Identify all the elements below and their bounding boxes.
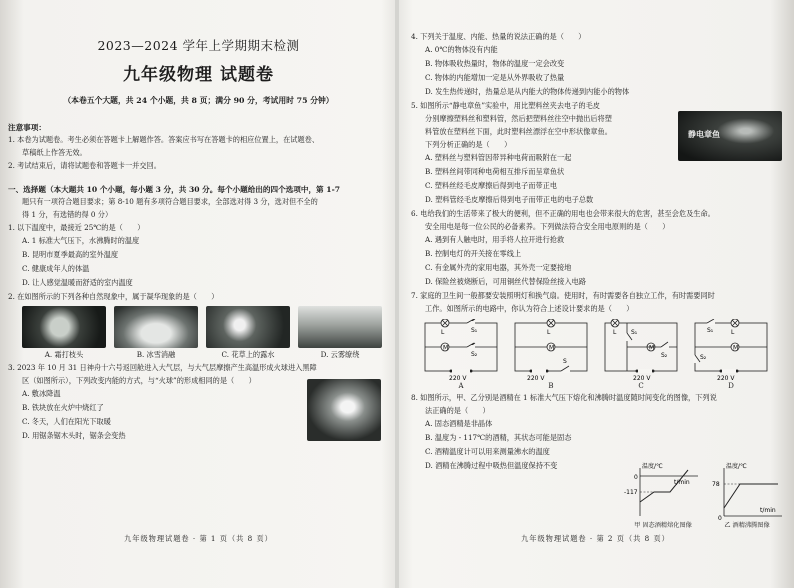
section-1-desc-3: 得 1 分，有选错的得 0 分） — [22, 210, 113, 219]
q8-option-a: A. 固态酒精是非晶体 — [425, 419, 493, 428]
circuit-b-lamp-label: L — [547, 329, 551, 336]
page-2-footer: 九年级物理试题卷 · 第 2 页（共 8 页） — [521, 534, 670, 543]
circuit-a-voltage: 220 V — [449, 375, 467, 381]
q2-caption-d: D. 云雾缭绕 — [320, 350, 360, 359]
q1-option-d: D. 让人感觉温暖而舒适的室内温度 — [22, 278, 133, 287]
boiling-graph-caption: 乙 酒精沸腾图像 — [724, 522, 770, 529]
question-5-block — [411, 99, 784, 207]
circuit-c-s1: S₁ — [631, 329, 638, 336]
notice-1: 1. 本卷为试题卷。考生必须在答题卡上解题作答。答案应书写在答题卡的相应位置上，在试题卷、 — [8, 135, 320, 144]
circuit-a-label: A — [458, 382, 464, 390]
q3-option-a: A. 敷冰降温 — [22, 389, 61, 398]
q5-option-b: B. 塑料丝间带同种电荷相互排斥而呈章鱼状 — [425, 167, 565, 176]
q1-option-a: A. 1 标准大气压下，水沸腾时的温度 — [22, 236, 140, 245]
circuit-d-voltage: 220 V — [717, 375, 735, 381]
section-1-heading: 一、选择题（本大题共 10 个小题，每小题 3 分，共 30 分。每个小题给出的四个选项中，第 1-7 — [8, 185, 341, 194]
page-2 — [397, 0, 794, 588]
q5-option-d: D. 塑料管经毛皮摩擦后得到电子而带正电的电子总数 — [425, 195, 594, 204]
circuit-c-lamp-label: L — [613, 329, 617, 336]
melting-graph-xlabel: t/min — [674, 479, 690, 486]
q2-photos — [22, 306, 389, 348]
question-6: 6. 电给我们的生活带来了极大的便利，但不正确的用电也会带来很大的危害，甚至会危及生命。 — [411, 209, 715, 218]
question-3: 3. 2023 年 10 月 31 日神舟十六号返回舱进入大气层，与大气层摩擦产生高温形成火球进入黑障 — [8, 363, 317, 372]
page-1-footer: 九年级物理试题卷 · 第 1 页（共 8 页） — [124, 534, 273, 543]
cloud-photo — [298, 306, 382, 348]
circuit-b-diagram — [511, 319, 591, 381]
boiling-graph-ylabel: 温度/℃ — [726, 463, 747, 470]
circuit-c-diagram — [601, 319, 681, 381]
circuit-d-lamp-label: L — [731, 329, 735, 336]
circuit-c-label: C — [638, 382, 644, 390]
circuit-d — [691, 319, 771, 391]
question-3-cont: 区（如图所示），下列改变内能的方式，与“火球”的形成相同的是（ ） — [22, 376, 256, 385]
question-1: 1. 以下温度中，最接近 25℃的是（ ） — [8, 223, 145, 232]
circuit-c — [601, 319, 681, 391]
q3-option-b: B. 铁块放在火炉中烧红了 — [22, 403, 104, 412]
melting-graph-caption: 甲 固态酒精熔化图像 — [634, 522, 692, 529]
q4-option-a: A. 0℃的物体没有内能 — [425, 45, 498, 54]
question-8: 8. 如图所示，甲、乙分别是酒精在 1 标准大气压下熔化和沸腾时温度随时间变化的图像，下列说 — [411, 393, 717, 402]
question-5: 5. 如图所示“静电章鱼”实验中，用比塑料丝夹去电子的毛皮 — [411, 101, 600, 110]
q2-caption-c: C. 花草上的露水 — [221, 350, 275, 359]
circuit-d-s2: S₂ — [700, 354, 707, 361]
boiling-graph-tick: 78 — [712, 481, 720, 488]
question-5-line-2: 分别摩擦塑料丝和塑料管，然后把塑料丝往空中抛出后将塑 — [425, 114, 612, 123]
notice-1-cont: 草稿纸上作答无效。 — [22, 148, 87, 157]
q2-captions — [22, 348, 389, 361]
melting-graph-plot — [624, 462, 702, 520]
question-6-cont: 安全用电是每一位公民的必备素养。下列做法符合安全用电原则的是（ ） — [425, 222, 670, 231]
q7-circuit-diagrams — [421, 319, 771, 391]
melting-snow-photo — [114, 306, 198, 348]
notice-2: 2. 考试结束后，请将试题卷和答题卡一并交回。 — [8, 161, 161, 170]
circuit-c-voltage: 220 V — [633, 375, 651, 381]
circuit-d-label: D — [728, 382, 734, 390]
static-octopus-photo-text: 静电章鱼 — [688, 130, 720, 139]
circuit-a-motor: M — [443, 344, 449, 352]
circuit-a-lamp-label: L — [441, 329, 445, 336]
q3-option-d: D. 用锯条锯木头时，锯条会变热 — [22, 431, 126, 440]
circuit-d-diagram — [691, 319, 771, 381]
circuit-b-label: B — [548, 382, 554, 390]
circuit-b-voltage: 220 V — [527, 375, 545, 381]
question-2: 2. 在如图所示的下列各种自然现象中，属于凝华现象的是（ ） — [8, 292, 219, 301]
q4-option-d: D. 发生热传递时，热量总是从内能大的物体传递到内能小的物体 — [425, 87, 630, 96]
circuit-c-s2: S₂ — [661, 352, 668, 359]
circuit-a-diagram — [421, 319, 501, 381]
melting-graph-origin: 0 — [634, 474, 638, 481]
melting-graph-tick: -117 — [624, 489, 638, 496]
section-1-desc-2: 题只有一项符合题目要求；第 8-10 题有多项符合题目要求，全部选对得 3 分，选对但不全的 — [22, 197, 318, 206]
q5-option-c: C. 塑料丝经毛皮摩擦后得到电子而带正电 — [425, 181, 558, 190]
question-5-line-4: 下列分析正确的是（ ） — [425, 140, 512, 149]
q6-option-d: D. 保险丝被烧断后，可用铜丝代替保险丝接入电路 — [425, 277, 587, 286]
q4-option-b: B. 物体吸收热量时，物体的温度一定会改变 — [425, 59, 565, 68]
q6-option-b: B. 控制电灯的开关接在零线上 — [425, 249, 522, 258]
frost-photo — [22, 306, 106, 348]
question-3-block — [8, 361, 389, 443]
circuit-b — [511, 319, 591, 391]
question-4: 4. 下列关于温度、内能、热量的说法正确的是（ ） — [411, 32, 586, 41]
q5-option-a: A. 塑料丝与塑料管因带异种电荷而吸附在一起 — [425, 153, 572, 162]
circuit-a-s1: S₁ — [471, 327, 478, 334]
circuit-c-motor: M — [649, 344, 655, 352]
q6-option-a: A. 遇到有人触电时，用手将人拉开进行抢救 — [425, 235, 565, 244]
q1-option-c: C. 健康成年人的体温 — [22, 264, 90, 273]
reentry-capsule-photo — [307, 379, 381, 441]
boiling-graph-plot — [708, 462, 786, 520]
question-8-cont: 法正确的是（ ） — [425, 406, 490, 415]
q8-graphs — [624, 462, 786, 529]
question-7-cont: 工作。如图所示的电路中，你认为符合上述设计要求的是（ ） — [425, 304, 634, 313]
dew-photo — [206, 306, 290, 348]
q8-option-b: B. 温度为 - 117℃的酒精，其状态可能是固态 — [425, 433, 572, 442]
q2-caption-b: B. 冰雪消融 — [136, 350, 176, 359]
circuit-d-motor: M — [733, 344, 739, 352]
melting-graph — [624, 462, 702, 529]
question-7: 7. 家庭的卫生间一般都要安装照明灯和换气扇。使用时，有时需要各自独立工作，有时需要同时 — [411, 291, 715, 300]
circuit-b-motor: M — [549, 344, 555, 352]
q6-option-c: C. 有金属外壳的家用电器，其外壳一定要接地 — [425, 263, 572, 272]
q4-option-c: C. 物体的内能增加一定是从外界吸收了热量 — [425, 73, 565, 82]
q2-caption-a: A. 霜打枝头 — [44, 350, 84, 359]
q8-option-d: D. 酒精在沸腾过程中吸热但温度保持不变 — [425, 461, 558, 470]
question-5-line-3: 料管放在塑料丝下面，此时塑料丝漂浮在空中形状像章鱼。 — [425, 127, 612, 136]
q8-option-c: C. 酒精温度计可以用来测量沸水的温度 — [425, 447, 550, 456]
melting-graph-ylabel: 温度/℃ — [642, 463, 663, 470]
circuit-d-s1: S₁ — [707, 327, 714, 334]
exam-main-title: 九年级物理 试题卷 — [123, 65, 274, 85]
circuit-a-s2: S₂ — [471, 351, 478, 358]
notice-heading: 注意事项： — [8, 123, 46, 132]
circuit-b-s: S — [563, 358, 567, 365]
boiling-graph-origin: 0 — [718, 515, 722, 520]
circuit-a — [421, 319, 501, 391]
boiling-graph-xlabel: t/min — [760, 507, 776, 514]
boiling-graph — [708, 462, 786, 529]
q1-option-b: B. 昆明市夏季最高的室外温度 — [22, 250, 119, 259]
static-octopus-photo — [678, 111, 782, 161]
q3-option-c: C. 冬天，人们在阳光下取暖 — [22, 417, 111, 426]
exam-info: （本卷五个大题，共 24 个小题，共 8 页；满分 90 分，考试用时 75 分钟） — [63, 96, 334, 105]
exam-year-title: 2023—2024 学年上学期期末检测 — [97, 38, 300, 53]
